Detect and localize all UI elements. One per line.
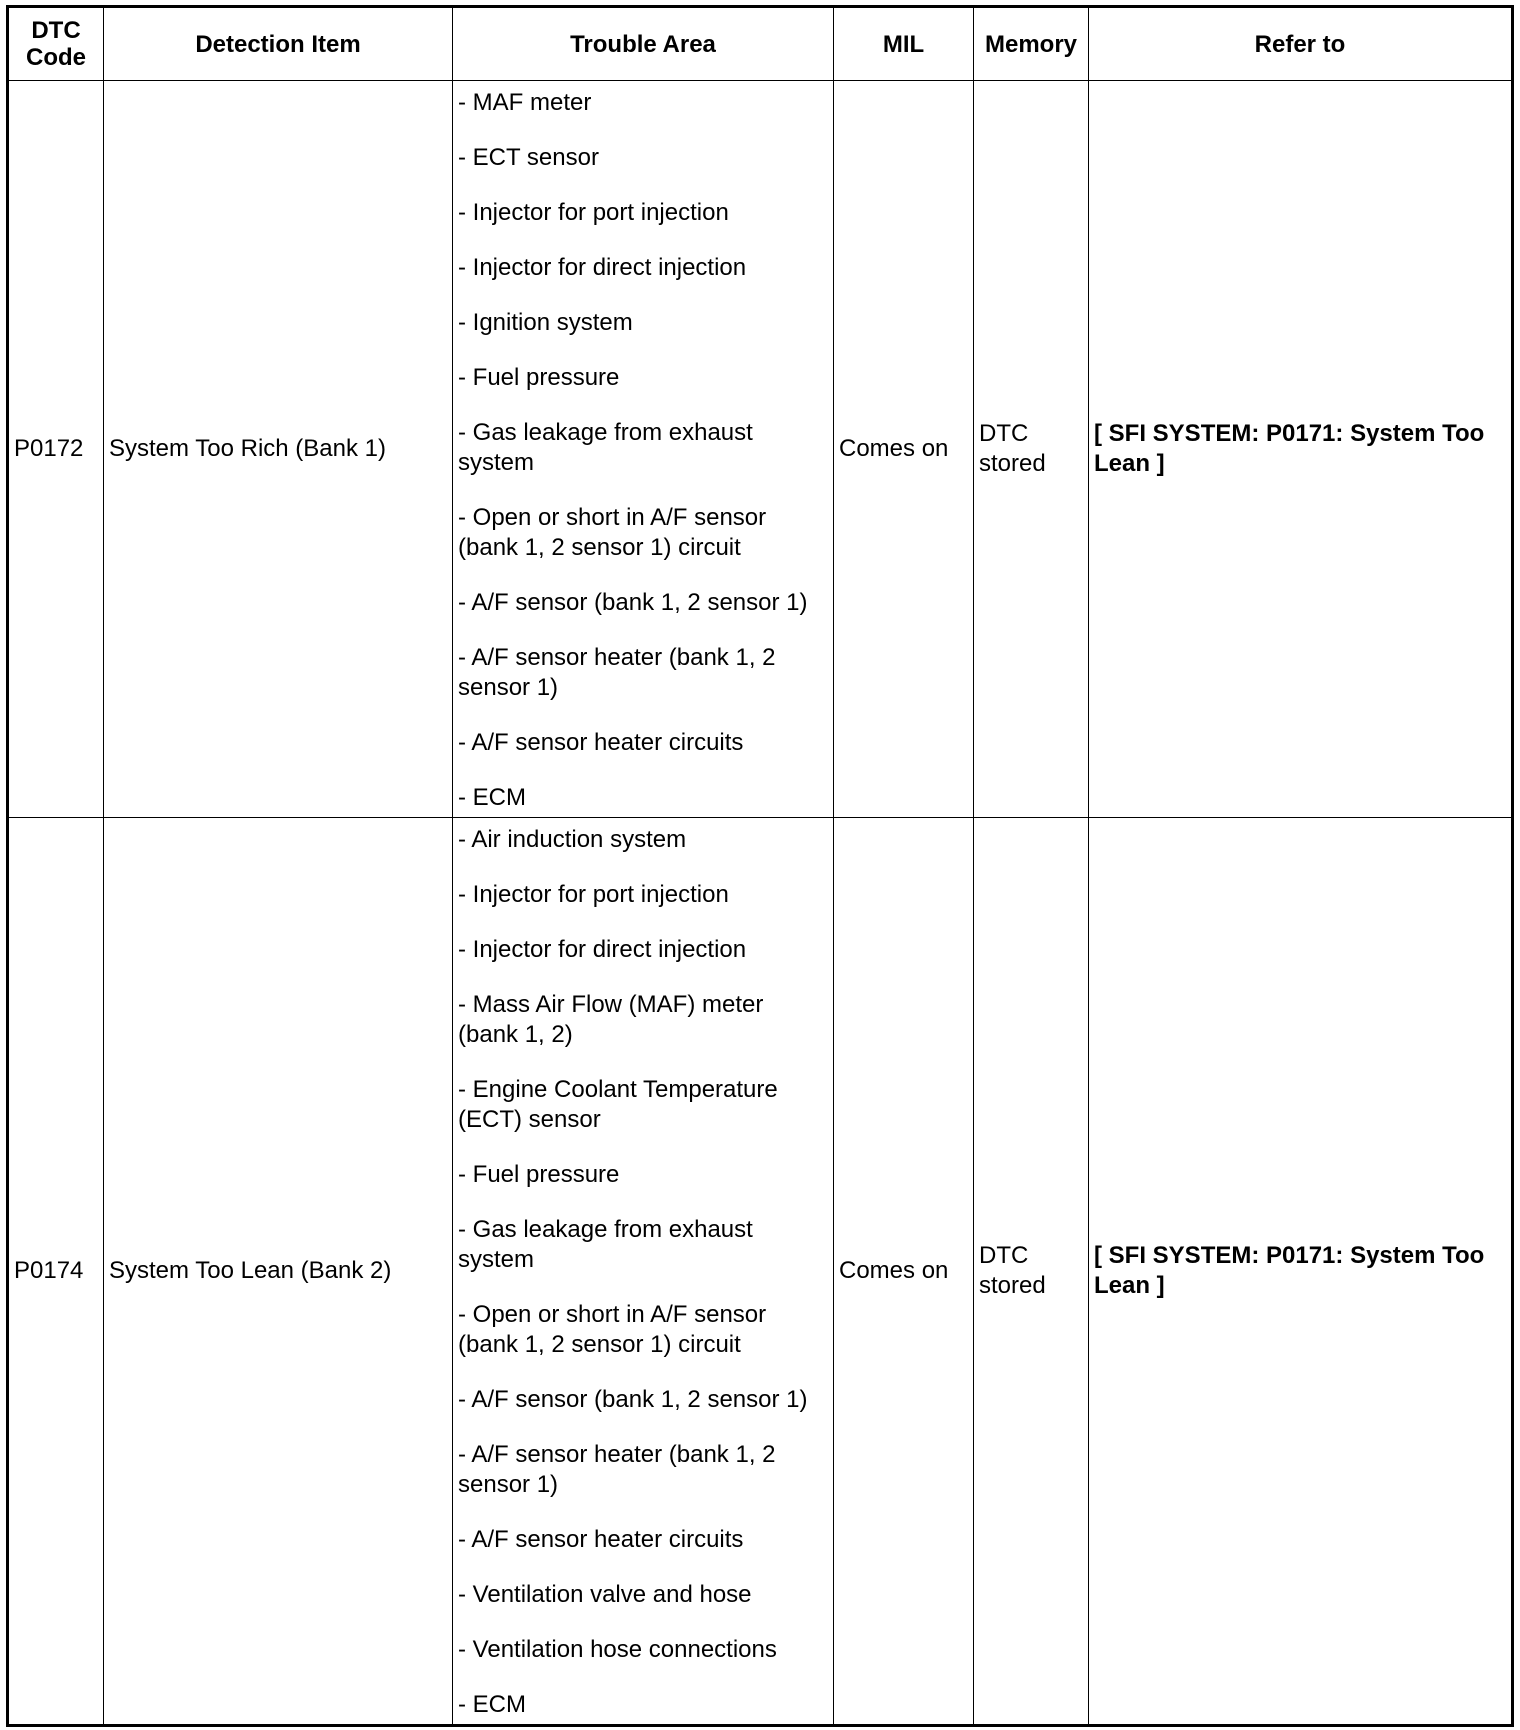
mil-cell: Comes on <box>834 818 974 1726</box>
detection-item-cell: System Too Lean (Bank 2) <box>104 818 453 1726</box>
table-row <box>8 818 1513 1726</box>
trouble-area-item: - Ventilation valve and hose <box>458 1581 752 1608</box>
trouble-area-item: - Gas leakage from exhaust system <box>458 419 753 476</box>
header-detection-item: Detection Item <box>104 7 453 81</box>
trouble-area-item: - A/F sensor heater circuits <box>458 1526 744 1553</box>
trouble-area-item: - A/F sensor heater circuits <box>458 729 744 756</box>
dtc-table <box>6 5 1514 1727</box>
memory-cell: DTC stored <box>974 81 1089 818</box>
trouble-area-item: - Injector for direct injection <box>458 936 747 963</box>
dtc-code-cell: P0174 <box>8 818 104 1726</box>
trouble-area-cell <box>453 81 834 818</box>
header-trouble-area: Trouble Area <box>453 7 834 81</box>
mil-cell: Comes on <box>834 81 974 818</box>
memory-cell: DTC stored <box>974 818 1089 1726</box>
trouble-area-item: - Mass Air Flow (MAF) meter (bank 1, 2) <box>458 991 764 1048</box>
trouble-area-item: - Fuel pressure <box>458 364 620 391</box>
header-mil: MIL <box>834 7 974 81</box>
trouble-area-item: - A/F sensor heater (bank 1, 2 sensor 1) <box>458 1441 776 1498</box>
trouble-area-item: - Injector for direct injection <box>458 254 747 281</box>
trouble-area-item: - Gas leakage from exhaust system <box>458 1216 753 1273</box>
header-refer-to: Refer to <box>1089 7 1513 81</box>
table-body <box>8 81 1513 1726</box>
trouble-area-item: - A/F sensor heater (bank 1, 2 sensor 1) <box>458 644 776 701</box>
header-dtc-code-line2: Code <box>26 44 86 71</box>
trouble-area-item: - Injector for port injection <box>458 881 729 908</box>
dtc-code-cell: P0172 <box>8 81 104 818</box>
header-dtc-code <box>8 7 104 81</box>
trouble-area-item: - Air induction system <box>458 826 687 853</box>
trouble-area-cell <box>453 818 834 1726</box>
header-memory: Memory <box>974 7 1089 81</box>
table-header-row <box>8 7 1513 81</box>
refer-to-cell: [ SFI SYSTEM: P0171: System Too Lean ] <box>1089 81 1513 818</box>
detection-item-cell: System Too Rich (Bank 1) <box>104 81 453 818</box>
trouble-area-item: - Ignition system <box>458 309 633 336</box>
trouble-area-item: - MAF meter <box>458 89 592 116</box>
trouble-area-item: - Fuel pressure <box>458 1161 620 1188</box>
trouble-area-item: - A/F sensor (bank 1, 2 sensor 1) <box>458 1386 808 1413</box>
trouble-area-item: - Injector for port injection <box>458 199 729 226</box>
table-row <box>8 81 1513 818</box>
trouble-area-item: - ECM <box>458 784 526 811</box>
trouble-area-item: - ECT sensor <box>458 144 599 171</box>
trouble-area-item: - Open or short in A/F sensor (bank 1, 2 sensor 1) circuit <box>458 1301 767 1358</box>
header-dtc-code-line1: DTC <box>31 17 81 44</box>
trouble-area-item: - Open or short in A/F sensor (bank 1, 2 sensor 1) circuit <box>458 504 767 561</box>
trouble-area-item: - ECM <box>458 1691 526 1718</box>
trouble-area-item: - Ventilation hose connections <box>458 1636 777 1663</box>
refer-to-cell: [ SFI SYSTEM: P0171: System Too Lean ] <box>1089 818 1513 1726</box>
trouble-area-item: - A/F sensor (bank 1, 2 sensor 1) <box>458 589 808 616</box>
trouble-area-item: - Engine Coolant Temperature (ECT) sensor <box>458 1076 778 1133</box>
